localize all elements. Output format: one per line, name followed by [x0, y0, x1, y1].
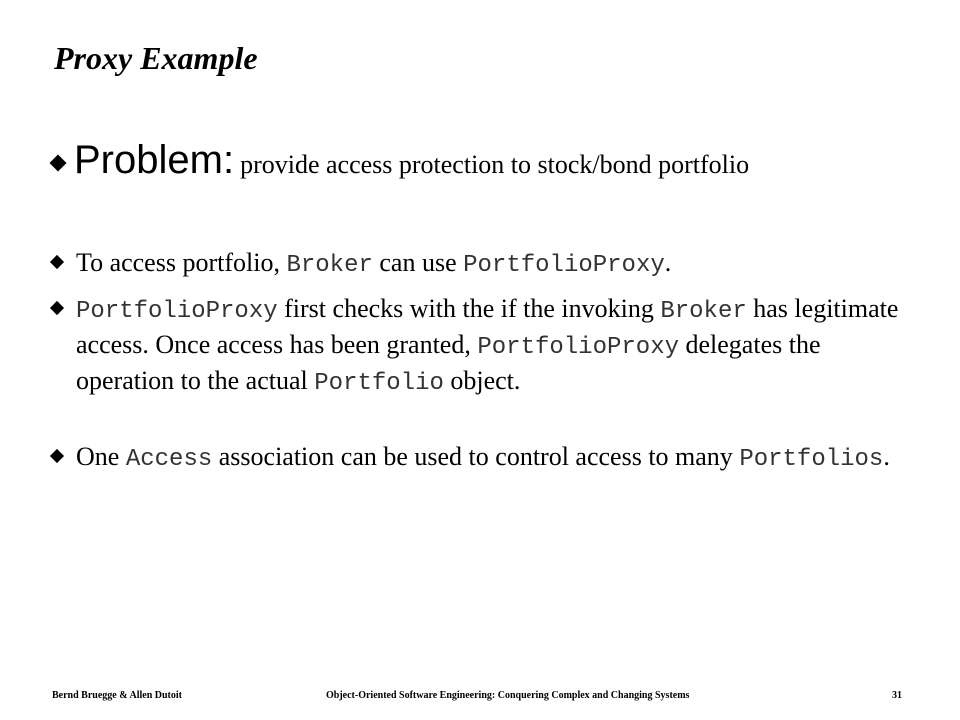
bullet-text — [76, 246, 922, 282]
code-term: Access — [125, 446, 213, 473]
code-term: PortfolioProxy — [463, 252, 665, 279]
text-fragment: association can be used to control access to many — [212, 442, 740, 471]
bullet-item-1 — [52, 246, 922, 282]
text-fragment: . — [883, 442, 890, 471]
diamond-bullet-icon — [50, 301, 64, 315]
footer-page-number: 31 — [892, 690, 902, 701]
code-term: Portfolio — [314, 370, 444, 397]
problem-statement — [52, 138, 932, 183]
text-fragment: object. — [443, 366, 521, 395]
bullet-item-3 — [52, 440, 922, 476]
text-fragment: delegates the operation to the actual — [76, 330, 821, 395]
code-term: Broker — [286, 252, 373, 279]
problem-label: Problem: — [74, 138, 235, 182]
diamond-bullet-icon — [50, 255, 64, 269]
footer-authors: Bernd Bruegge & Allen Dutoit — [52, 690, 182, 701]
code-term: Portfolios — [739, 446, 884, 473]
text-fragment: first checks with the if the invoking — [277, 294, 661, 323]
diamond-bullet-icon — [50, 155, 67, 172]
bullet-item-2 — [52, 292, 922, 400]
code-term: PortfolioProxy — [477, 334, 679, 361]
diamond-bullet-icon — [50, 449, 64, 463]
text-fragment: To access portfolio, — [76, 248, 287, 277]
problem-text: provide access protection to stock/bond portfolio — [240, 150, 750, 179]
slide-title: Proxy Example — [54, 40, 258, 76]
text-fragment: One — [76, 442, 126, 471]
bullet-text — [76, 292, 922, 400]
footer-book-title: Object-Oriented Software Engineering: Conquering Complex and Changing Systems — [326, 690, 690, 701]
code-term: PortfolioProxy — [76, 298, 278, 325]
text-fragment: has legitimate access. Once access has been granted, — [76, 294, 899, 359]
bullet-text — [76, 440, 922, 476]
text-fragment: can use — [372, 248, 464, 277]
code-term: Broker — [660, 298, 747, 325]
text-fragment: . — [664, 248, 672, 277]
